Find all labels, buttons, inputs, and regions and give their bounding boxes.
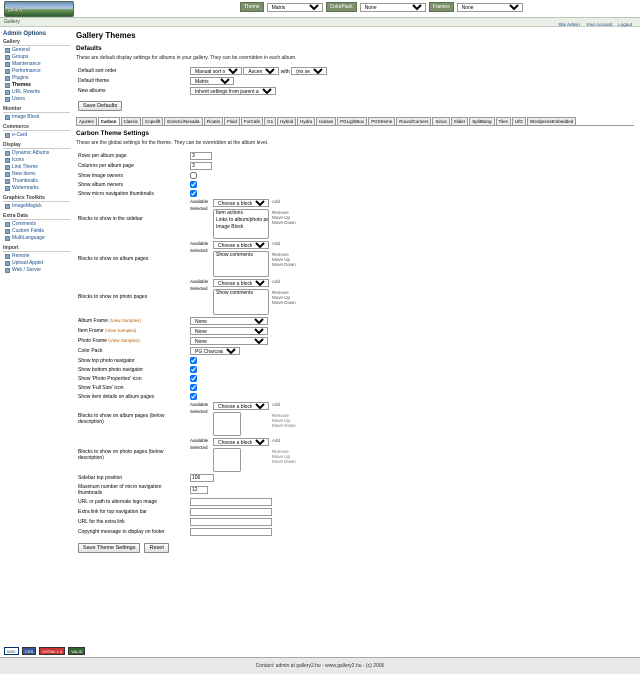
alt-logo-url-input[interactable] bbox=[190, 498, 272, 506]
move-up-button[interactable]: Move Up bbox=[272, 295, 291, 300]
extra-link-input[interactable] bbox=[190, 508, 272, 516]
tab-classic[interactable]: Classic bbox=[121, 117, 142, 125]
blocks-album-row bbox=[76, 240, 634, 278]
water-icon bbox=[5, 186, 10, 191]
show-item-details-row bbox=[76, 392, 634, 401]
photo-frame-row bbox=[76, 336, 634, 346]
tab-sirius[interactable]: Sirius bbox=[432, 117, 449, 125]
show-full-size-icon-label: Show 'Full Size' icon bbox=[78, 384, 124, 391]
sort-with-label: with bbox=[280, 69, 290, 75]
add-block-button[interactable]: Add bbox=[272, 402, 281, 407]
sidebar-item-maintenance[interactable] bbox=[3, 61, 70, 68]
sidebar-group-label: Monitor bbox=[3, 106, 70, 113]
move-down-button[interactable]: Move Down bbox=[272, 423, 296, 428]
sidebar-item-label: Performance bbox=[12, 68, 41, 74]
columns-per-page-input[interactable] bbox=[190, 162, 212, 170]
extra-link-url-row bbox=[76, 517, 634, 527]
new-icon bbox=[5, 172, 10, 177]
album-frame-row bbox=[76, 316, 634, 326]
blocks-album-actions bbox=[272, 241, 296, 267]
sidebar-group-gallery bbox=[3, 39, 70, 103]
blocks-sidebar-fields bbox=[213, 199, 269, 239]
show-micro-nav-checkbox[interactable] bbox=[190, 190, 197, 197]
tab-ajustes[interactable]: Ajustes bbox=[76, 117, 97, 125]
copyright-message-label: Copyright message to display on footer bbox=[78, 529, 165, 535]
new-albums-label: New albums bbox=[78, 88, 106, 94]
item-frame-row bbox=[76, 326, 634, 336]
sidebar-top-position-input[interactable] bbox=[190, 474, 214, 482]
palette-icon bbox=[5, 83, 10, 88]
colorpack-select[interactable] bbox=[360, 3, 426, 12]
sidebar-item-label: Thumbnails bbox=[12, 178, 38, 184]
tab-g1[interactable]: G1 bbox=[264, 117, 276, 125]
blocks-album-below-label: Blocks to show on album pages (below description) bbox=[78, 413, 165, 425]
image-icon bbox=[5, 115, 10, 120]
sidebar-item-general[interactable] bbox=[3, 47, 70, 54]
show-image-owners-label: Show image owners bbox=[78, 172, 124, 179]
move-down-button[interactable]: Move Down bbox=[272, 459, 296, 464]
selected-blocks-list[interactable] bbox=[213, 289, 269, 315]
selected-label: Selected bbox=[190, 409, 208, 414]
sidebar-item-label: Custom Fields bbox=[12, 228, 44, 234]
link-icon bbox=[5, 90, 10, 95]
sidebar-item-imagemagick[interactable] bbox=[3, 203, 70, 210]
selected-blocks-list[interactable] bbox=[213, 448, 241, 472]
tab-eclectic-nevada[interactable]: Eclectic/Nevada bbox=[164, 117, 202, 125]
default-theme-row bbox=[76, 76, 634, 86]
columns-per-page-label: Columns per album page bbox=[78, 163, 134, 169]
show-image-owners-row bbox=[76, 171, 634, 180]
sidebar-item-web-server[interactable] bbox=[3, 267, 70, 274]
color-pack-select[interactable] bbox=[190, 347, 240, 355]
show-item-details-label: Show item details on album pages bbox=[78, 393, 155, 400]
item-frame-select[interactable] bbox=[190, 327, 268, 335]
blocks-photo-below-fields bbox=[213, 438, 269, 472]
blocks-album-below-fields bbox=[213, 402, 269, 436]
show-photo-properties-icon-row bbox=[76, 374, 634, 383]
defaults-description: These are default display settings for albums in your gallery. They can be overridden in each album. bbox=[76, 55, 297, 61]
wrench-icon bbox=[5, 62, 10, 67]
sidebar-title: Admin Options bbox=[3, 31, 46, 37]
available-blocks-select[interactable] bbox=[213, 402, 269, 410]
save-defaults-button[interactable]: Save Defaults bbox=[78, 101, 122, 111]
sidebar-item-thumbnails[interactable] bbox=[3, 178, 70, 185]
comment-icon bbox=[5, 222, 10, 227]
available-label: Available bbox=[190, 438, 209, 443]
tab-ufo[interactable]: UfO bbox=[512, 117, 526, 125]
blocks-album-fields bbox=[213, 241, 269, 277]
theme-select[interactable] bbox=[267, 3, 323, 12]
sidebar-item-dynamic-albums[interactable] bbox=[3, 150, 70, 157]
gauge-icon bbox=[5, 69, 10, 74]
item-frame-samples-link[interactable]: (View Samples) bbox=[104, 328, 137, 333]
sidebar-item-image-block[interactable] bbox=[3, 114, 70, 121]
available-label: Available bbox=[190, 279, 209, 284]
selected-blocks-list[interactable] bbox=[213, 412, 241, 436]
show-image-owners-checkbox[interactable] bbox=[190, 172, 197, 179]
blocks-photo-actions bbox=[272, 279, 296, 305]
web-icon bbox=[5, 268, 10, 273]
album-frame-label: Album Frame bbox=[78, 318, 109, 324]
blocks-album-below-actions bbox=[272, 402, 296, 428]
theme-tabs bbox=[76, 117, 634, 126]
frames-select[interactable] bbox=[457, 3, 523, 12]
sidebar-item-label: URL Rewrite bbox=[12, 89, 41, 95]
sidebar-item-url-rewrite[interactable] bbox=[3, 89, 70, 96]
album-frame-select[interactable] bbox=[190, 317, 268, 325]
frames-label: Frames bbox=[429, 2, 454, 12]
blocks-photo-fields bbox=[213, 279, 269, 315]
blocks-album-below-row bbox=[76, 401, 634, 437]
sidebar-item-label: Users bbox=[12, 96, 26, 102]
top-bar bbox=[0, 0, 640, 18]
selected-label: Selected bbox=[190, 445, 208, 450]
tab-copelift[interactable]: Copelift bbox=[142, 117, 163, 125]
lang-icon bbox=[5, 236, 10, 241]
remove-block-button[interactable]: Remove bbox=[272, 252, 289, 257]
default-sort-order-select[interactable] bbox=[190, 67, 242, 75]
new-albums-row bbox=[76, 86, 634, 96]
tab-tiles[interactable]: Tiles bbox=[496, 117, 511, 125]
sidebar-item-ecard[interactable] bbox=[3, 132, 70, 139]
blocks-photo-below-label: Blocks to show on photo pages (below description) bbox=[78, 449, 164, 461]
blocks-album-below-controls bbox=[190, 402, 632, 436]
sidebar-group-label: Graphics Toolkits bbox=[3, 195, 70, 202]
show-photo-properties-icon-checkbox[interactable] bbox=[190, 375, 197, 382]
gear-icon bbox=[5, 48, 10, 53]
add-block-button[interactable]: Add bbox=[272, 199, 281, 204]
extra-link-label: Extra link for top navigation bar bbox=[78, 509, 147, 515]
valid-badge[interactable]: VALID bbox=[68, 647, 85, 655]
add-block-button[interactable]: Add bbox=[272, 241, 281, 246]
sidebar-group-import bbox=[3, 245, 70, 274]
tab-hydra[interactable]: Hydra bbox=[297, 117, 315, 125]
save-defaults-wrap bbox=[78, 101, 634, 111]
blocks-photo-below-controls bbox=[190, 438, 632, 472]
sidebar-group-extra-data bbox=[3, 213, 70, 242]
blocks-photo-below-row bbox=[76, 437, 634, 473]
move-up-button[interactable]: Move Up bbox=[272, 418, 291, 423]
blocks-sidebar-controls bbox=[190, 199, 632, 239]
icons-icon bbox=[5, 158, 10, 163]
validator-badges bbox=[0, 646, 640, 656]
sidebar bbox=[0, 27, 72, 642]
blocks-sidebar-row bbox=[76, 198, 634, 240]
blocks-album-controls bbox=[190, 241, 632, 277]
settings-heading: Carbon Theme Settings bbox=[76, 130, 149, 137]
move-down-button[interactable]: Move Down bbox=[272, 300, 296, 305]
blocks-photo-below-actions bbox=[272, 438, 296, 464]
sidebar-group-label: Extra Data bbox=[3, 213, 70, 220]
sidebar-item-label: Groups bbox=[12, 54, 29, 60]
show-micro-nav-row bbox=[76, 189, 634, 198]
tab-isolass[interactable]: Isolass bbox=[316, 117, 336, 125]
sidebar-item-link-theme[interactable] bbox=[3, 164, 70, 171]
new-albums-select[interactable] bbox=[190, 87, 276, 95]
copyright-message-row bbox=[76, 527, 634, 537]
available-blocks-select[interactable] bbox=[213, 241, 269, 249]
colorpack-label: ColorPack bbox=[326, 2, 357, 12]
sidebar-item-custom-fields[interactable] bbox=[3, 228, 70, 235]
show-top-photo-navigator-checkbox[interactable] bbox=[190, 357, 197, 364]
show-bottom-photo-navigator-label: Show bottom photo navigator bbox=[78, 366, 144, 373]
breadcrumb[interactable]: Gallery bbox=[0, 18, 640, 27]
sidebar-item-watermarks[interactable] bbox=[3, 185, 70, 192]
main-content bbox=[72, 27, 640, 642]
selected-label: Selected bbox=[190, 248, 208, 253]
sidebar-item-groups[interactable] bbox=[3, 54, 70, 61]
show-album-owners-label: Show album owners bbox=[78, 181, 124, 188]
columns-per-page-row bbox=[76, 161, 634, 171]
color-pack-row bbox=[76, 346, 634, 356]
blocks-photo-controls bbox=[190, 279, 632, 315]
remote-icon bbox=[5, 254, 10, 259]
selected-label: Selected bbox=[190, 206, 208, 211]
default-sort-order-label: Default sort order bbox=[78, 68, 117, 74]
sidebar-item-multilanguage[interactable] bbox=[3, 235, 70, 242]
photo-frame-samples-link[interactable]: (View Samples) bbox=[108, 338, 140, 343]
footer: Contact: admin at gallery2.hu - www.gallery2.hu - (c) 2006 bbox=[0, 657, 640, 674]
show-top-photo-navigator-row bbox=[76, 356, 634, 365]
sidebar-group-graphics-toolkits bbox=[3, 195, 70, 210]
sidebar-item-icons[interactable] bbox=[3, 157, 70, 164]
logo-text: gallery bbox=[8, 7, 23, 13]
reset-button[interactable]: Reset bbox=[144, 543, 168, 553]
upload-icon bbox=[5, 261, 10, 266]
available-label: Available bbox=[190, 402, 209, 407]
blocks-photo-row bbox=[76, 278, 634, 316]
sidebar-item-comments[interactable] bbox=[3, 221, 70, 228]
extra-link-url-label: URL for the extra link bbox=[78, 519, 125, 525]
show-full-size-icon-row bbox=[76, 383, 634, 392]
defaults-heading: Defaults bbox=[76, 45, 102, 52]
admin-links bbox=[558, 22, 632, 27]
rows-per-page-row bbox=[76, 151, 634, 161]
move-down-button[interactable]: Move Down bbox=[272, 262, 296, 267]
blocks-sidebar-actions bbox=[272, 199, 296, 225]
body-wrapper bbox=[0, 27, 640, 642]
sidebar-item-performance[interactable] bbox=[3, 68, 70, 75]
album-frame-samples-link[interactable]: (View Samples) bbox=[109, 318, 141, 323]
sidebar-item-label: Image Block bbox=[12, 114, 40, 120]
show-photo-properties-icon-label: Show 'Photo Properties' icon bbox=[78, 375, 142, 382]
available-blocks-select[interactable] bbox=[213, 279, 269, 287]
add-block-button[interactable]: Add bbox=[272, 279, 281, 284]
show-item-details-checkbox[interactable] bbox=[190, 393, 197, 400]
w3c-badge[interactable]: W3C bbox=[4, 647, 19, 655]
sidebar-item-label: Themes bbox=[12, 82, 31, 88]
sidebar-item-remote[interactable] bbox=[3, 253, 70, 260]
default-theme-select[interactable] bbox=[190, 77, 234, 85]
max-micro-nav-row bbox=[76, 483, 634, 497]
logout-link[interactable]: Logout bbox=[618, 22, 632, 27]
sidebar-item-plugins[interactable] bbox=[3, 75, 70, 82]
magick-icon bbox=[5, 204, 10, 209]
sidebar-item-upload-applet[interactable] bbox=[3, 260, 70, 267]
selected-blocks-list[interactable] bbox=[213, 251, 269, 277]
max-micro-nav-label: Maximum number of micro navigation thumbnails bbox=[78, 484, 162, 496]
blocks-album-labels bbox=[190, 241, 210, 253]
defaults-form bbox=[76, 66, 634, 96]
sidebar-item-label: Icons bbox=[12, 157, 24, 163]
alt-logo-url-row bbox=[76, 497, 634, 507]
card-icon bbox=[5, 133, 10, 138]
sidebar-top-position-row bbox=[76, 473, 634, 483]
available-blocks-select[interactable] bbox=[213, 438, 269, 446]
sidebar-item-label: e-Card bbox=[12, 132, 28, 138]
sidebar-item-label: Maintenance bbox=[12, 61, 41, 67]
tab-splitbang[interactable]: SplitBang bbox=[469, 117, 494, 125]
page-title: Gallery Themes bbox=[76, 31, 136, 40]
copyright-message-input[interactable] bbox=[190, 528, 272, 536]
alt-logo-url-label: URL or path to alternate logo image bbox=[78, 499, 158, 505]
sort-direction-select[interactable] bbox=[243, 67, 279, 75]
move-up-button[interactable]: Move Up bbox=[272, 454, 291, 459]
sidebar-item-label: New Items bbox=[12, 171, 36, 177]
max-micro-nav-input[interactable] bbox=[190, 486, 208, 494]
show-bottom-photo-navigator-row bbox=[76, 365, 634, 374]
default-sort-order-row bbox=[76, 66, 634, 76]
sidebar-item-users[interactable] bbox=[3, 96, 70, 103]
thumb-icon bbox=[5, 179, 10, 184]
settings-form bbox=[76, 151, 634, 537]
sidebar-group-label: Gallery bbox=[3, 39, 70, 46]
sidebar-group-label: Import bbox=[3, 245, 70, 252]
sidebar-item-label: General bbox=[12, 47, 30, 53]
album-icon bbox=[5, 151, 10, 156]
sidebar-item-label: Remote bbox=[12, 253, 30, 259]
sidebar-item-label: Plugins bbox=[12, 75, 29, 81]
your-account-link[interactable]: Your Account bbox=[585, 22, 613, 27]
remove-block-button[interactable]: Remove bbox=[272, 413, 289, 418]
settings-buttons bbox=[78, 543, 634, 553]
default-theme-label: Default theme bbox=[78, 78, 110, 84]
sidebar-group-monitor bbox=[3, 106, 70, 121]
sidebar-item-label: Comments bbox=[12, 221, 37, 227]
css-badge[interactable]: CSS bbox=[22, 647, 36, 655]
tab-slider[interactable]: Slider bbox=[451, 117, 469, 125]
extra-link-row bbox=[76, 507, 634, 517]
save-theme-settings-button[interactable]: Save Theme Settings bbox=[78, 543, 140, 553]
tab-wordpressembedded[interactable]: WordpressEmbedded bbox=[527, 117, 576, 125]
show-bottom-photo-navigator-checkbox[interactable] bbox=[190, 366, 197, 373]
move-up-button[interactable]: Move Up bbox=[272, 215, 291, 220]
tab-hybrid[interactable]: Hybrid bbox=[277, 117, 296, 125]
gallery-logo[interactable] bbox=[4, 1, 74, 17]
settings-description: These are the global settings for the theme. They can be overridden at the album level. bbox=[76, 140, 269, 146]
remove-block-button[interactable]: Remove bbox=[272, 449, 289, 454]
blocks-sidebar-label: Blocks to show in the sidebar bbox=[78, 216, 143, 222]
extra-link-url-input[interactable] bbox=[190, 518, 272, 526]
tab-forcafe[interactable]: ForCafe bbox=[241, 117, 263, 125]
color-pack-label: Color Pack bbox=[78, 348, 103, 354]
link-icon bbox=[5, 165, 10, 170]
blocks-album-below-labels bbox=[190, 402, 210, 414]
sidebar-top-position-label: Sidebar top position bbox=[78, 475, 123, 481]
sidebar-group-commerce bbox=[3, 124, 70, 139]
rows-per-page-label: Rows per album page bbox=[78, 153, 127, 159]
xhtml-badge[interactable]: XHTML 1.0 bbox=[39, 647, 65, 655]
theme-switcher-controls bbox=[240, 2, 523, 12]
sidebar-item-label: Watermarks bbox=[12, 185, 39, 191]
selected-blocks-list[interactable] bbox=[213, 209, 269, 239]
tab-pgxtreme[interactable]: PGXtreme bbox=[368, 117, 395, 125]
blocks-album-label: Blocks to show on album pages bbox=[78, 256, 149, 262]
sidebar-group-label: Commerce bbox=[3, 124, 70, 131]
sidebar-item-label: Link Theme bbox=[12, 164, 39, 170]
photo-frame-label: Photo Frame bbox=[78, 338, 107, 344]
secondary-sort-select[interactable] bbox=[291, 67, 327, 75]
blocks-photo-label: Blocks to show on photo pages bbox=[78, 294, 148, 300]
tab-pglightbox[interactable]: PGLightBox bbox=[337, 117, 367, 125]
sidebar-item-themes[interactable] bbox=[3, 82, 70, 89]
add-block-button[interactable]: Add bbox=[272, 438, 281, 443]
show-album-owners-row bbox=[76, 180, 634, 189]
blocks-photo-labels bbox=[190, 279, 210, 291]
tab-roundcorners[interactable]: RoundCorners bbox=[396, 117, 431, 125]
show-top-photo-navigator-label: Show top photo navigator bbox=[78, 357, 135, 364]
site-admin-link[interactable]: Site Admin bbox=[558, 22, 580, 27]
field-icon bbox=[5, 229, 10, 234]
selected-label: Selected bbox=[190, 286, 208, 291]
move-down-button[interactable]: Move Down bbox=[272, 220, 296, 225]
sidebar-item-new-items[interactable] bbox=[3, 171, 70, 178]
sidebar-item-label: Dynamic Albums bbox=[12, 150, 50, 156]
plug-icon bbox=[5, 76, 10, 81]
tab-carbon[interactable]: Carbon bbox=[98, 117, 120, 125]
move-up-button[interactable]: Move Up bbox=[272, 257, 291, 262]
photo-frame-select[interactable] bbox=[190, 337, 268, 345]
sidebar-item-label: MultiLanguage bbox=[12, 235, 45, 241]
sidebar-item-label: Upload Applet bbox=[12, 260, 44, 266]
blocks-sidebar-labels bbox=[190, 199, 210, 211]
available-label: Available bbox=[190, 199, 209, 204]
tab-fluid[interactable]: Fluid bbox=[224, 117, 240, 125]
theme-label: Theme bbox=[240, 2, 264, 12]
blocks-photo-below-labels bbox=[190, 438, 210, 450]
available-blocks-select[interactable] bbox=[213, 199, 269, 207]
show-album-owners-checkbox[interactable] bbox=[190, 181, 197, 188]
item-frame-label: Item Frame bbox=[78, 328, 104, 334]
remove-block-button[interactable]: Remove bbox=[272, 210, 289, 215]
show-full-size-icon-checkbox[interactable] bbox=[190, 384, 197, 391]
group-icon bbox=[5, 55, 10, 60]
sidebar-item-label: ImageMagick bbox=[12, 203, 42, 209]
available-label: Available bbox=[190, 241, 209, 246]
rows-per-page-input[interactable] bbox=[190, 152, 212, 160]
show-micro-nav-label: Show micro navigation thumbnails bbox=[78, 190, 154, 197]
sidebar-item-label: Web / Server bbox=[12, 267, 42, 273]
sidebar-group-label: Display bbox=[3, 142, 70, 149]
remove-block-button[interactable]: Remove bbox=[272, 290, 289, 295]
sidebar-group-display bbox=[3, 142, 70, 192]
user-icon bbox=[5, 97, 10, 102]
tab-floatin[interactable]: Floatin bbox=[204, 117, 224, 125]
